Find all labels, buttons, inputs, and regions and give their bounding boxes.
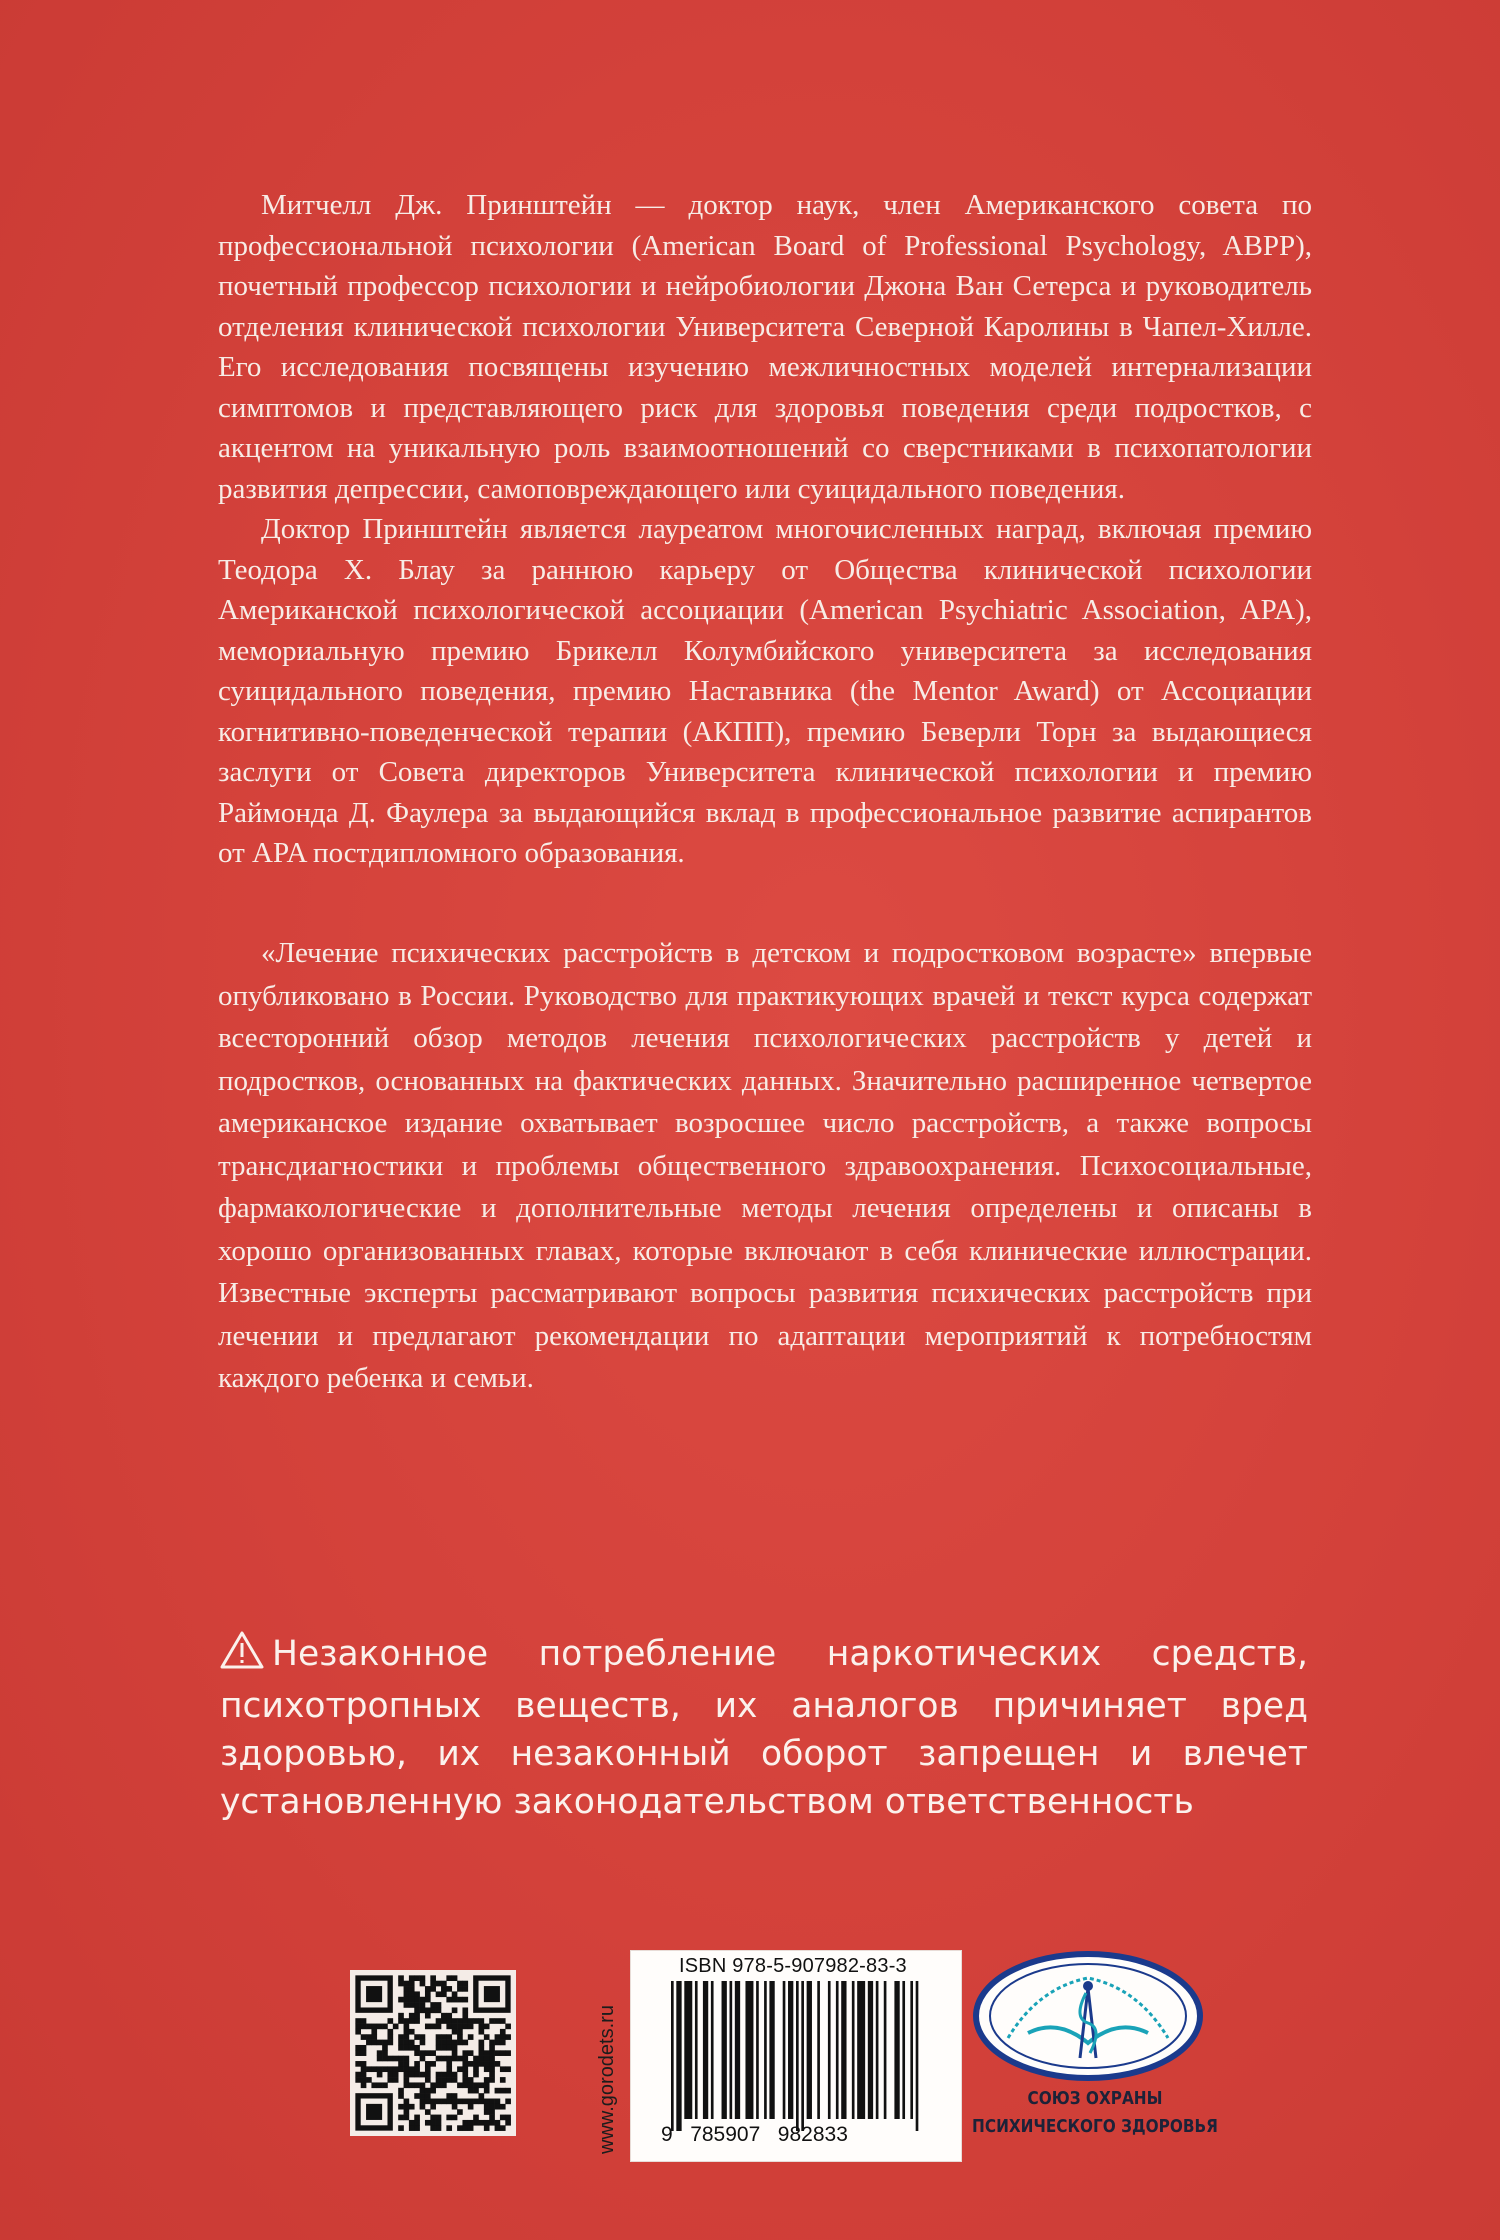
- union-logo-text: [972, 2085, 1219, 2141]
- book-description: [218, 932, 1312, 1400]
- drug-warning: [220, 1630, 1308, 1826]
- barcode-digits-group-1: 785907: [690, 2123, 761, 2146]
- barcode-digits: [661, 2123, 848, 2147]
- barcode-bars: [671, 1981, 921, 2131]
- bio-paragraph-2: Доктор Принштейн является лауреатом многочисленных наград, включая премию Теодора Х. Блау за раннюю карьеру от Общества клинической психологии Американской психологической ассоциации (American Psychiatric Association, APA), мемориальную премию Брикелл Колумбийского университета за исследования суицидального поведения, премию Наставника (the Mentor Award) от Ассоциации когнитивно-поведенческой терапии (АКПП), премию Беверли Торн за выдающиеся заслуги от Совета директоров Университета клинической психологии и премию Раймонда Д. Фаулера за выдающийся вклад в профессиональное развитие аспирантов от APA постдипломного образования.: [218, 513, 1312, 869]
- bio-paragraph-1: Митчелл Дж. Принштейн — доктор наук, член Американского совета по профессиональной психологии (American Board of Professional Psychology, ABPP), почетный профессор психологии и нейробиологии Джона Ван Сетерса и руководитель отделения клинической психологии Университета Северной Каролины в Чапел-Хилле. Его исследования посвящены изучению межличностных моделей интернализации симптомов и представляющего риск для здоровья поведения среди подростков, с акцентом на уникальную роль взаимоотношений со сверстниками в психопатологии развития депрессии, самоповреждающего или суицидального поведения.: [218, 189, 1312, 505]
- isbn-number: ISBN 978-5-907982-83-3: [679, 1955, 907, 1977]
- isbn-barcode: [630, 1950, 962, 2162]
- publisher-website[interactable]: www.gorodets.ru: [596, 2005, 618, 2154]
- logo-line-2: ПСИХИЧЕСКОГО ЗДОРОВЬЯ: [972, 2116, 1218, 2137]
- barcode-digits-group-2: 982833: [777, 2123, 848, 2146]
- warning-text: Незаконное потребление наркотических средств, психотропных веществ, их аналогов причиняет вред здоровью, их незаконный оборот запрещен и влечет установленную законодательством ответственность: [220, 1634, 1308, 1822]
- warning-triangle-icon: [220, 1631, 266, 1682]
- qr-code[interactable]: [350, 1970, 516, 2136]
- description-paragraph: «Лечение психических расстройств в детском и подростковом возрасте» впервые опубликовано в России. Руководство для практикующих врачей и текст курса содержат всесторонний обзор методов лечения психологических расстройств у детей и подростков, основанных на фактических данных. Значительно расширенное четвертое американское издание охватывает возросшее число расстройств, а также вопросы трансдиагностики и проблемы общественного здравоохранения. Психосоциальные, фармакологические и дополнительные методы лечения определены и описаны в хорошо организованных главах, которые включают в себя клинические иллюстрации. Известные эксперты рассматривают вопросы развития психических расстройств при лечении и предлагают рекомендации по адаптации мероприятий к потребностям каждого ребенка и семьи.: [218, 937, 1312, 1394]
- author-bio: [218, 185, 1312, 874]
- barcode-digit-lead: 9: [661, 2123, 673, 2146]
- logo-line-1: СОЮЗ ОХРАНЫ: [1027, 2088, 1163, 2109]
